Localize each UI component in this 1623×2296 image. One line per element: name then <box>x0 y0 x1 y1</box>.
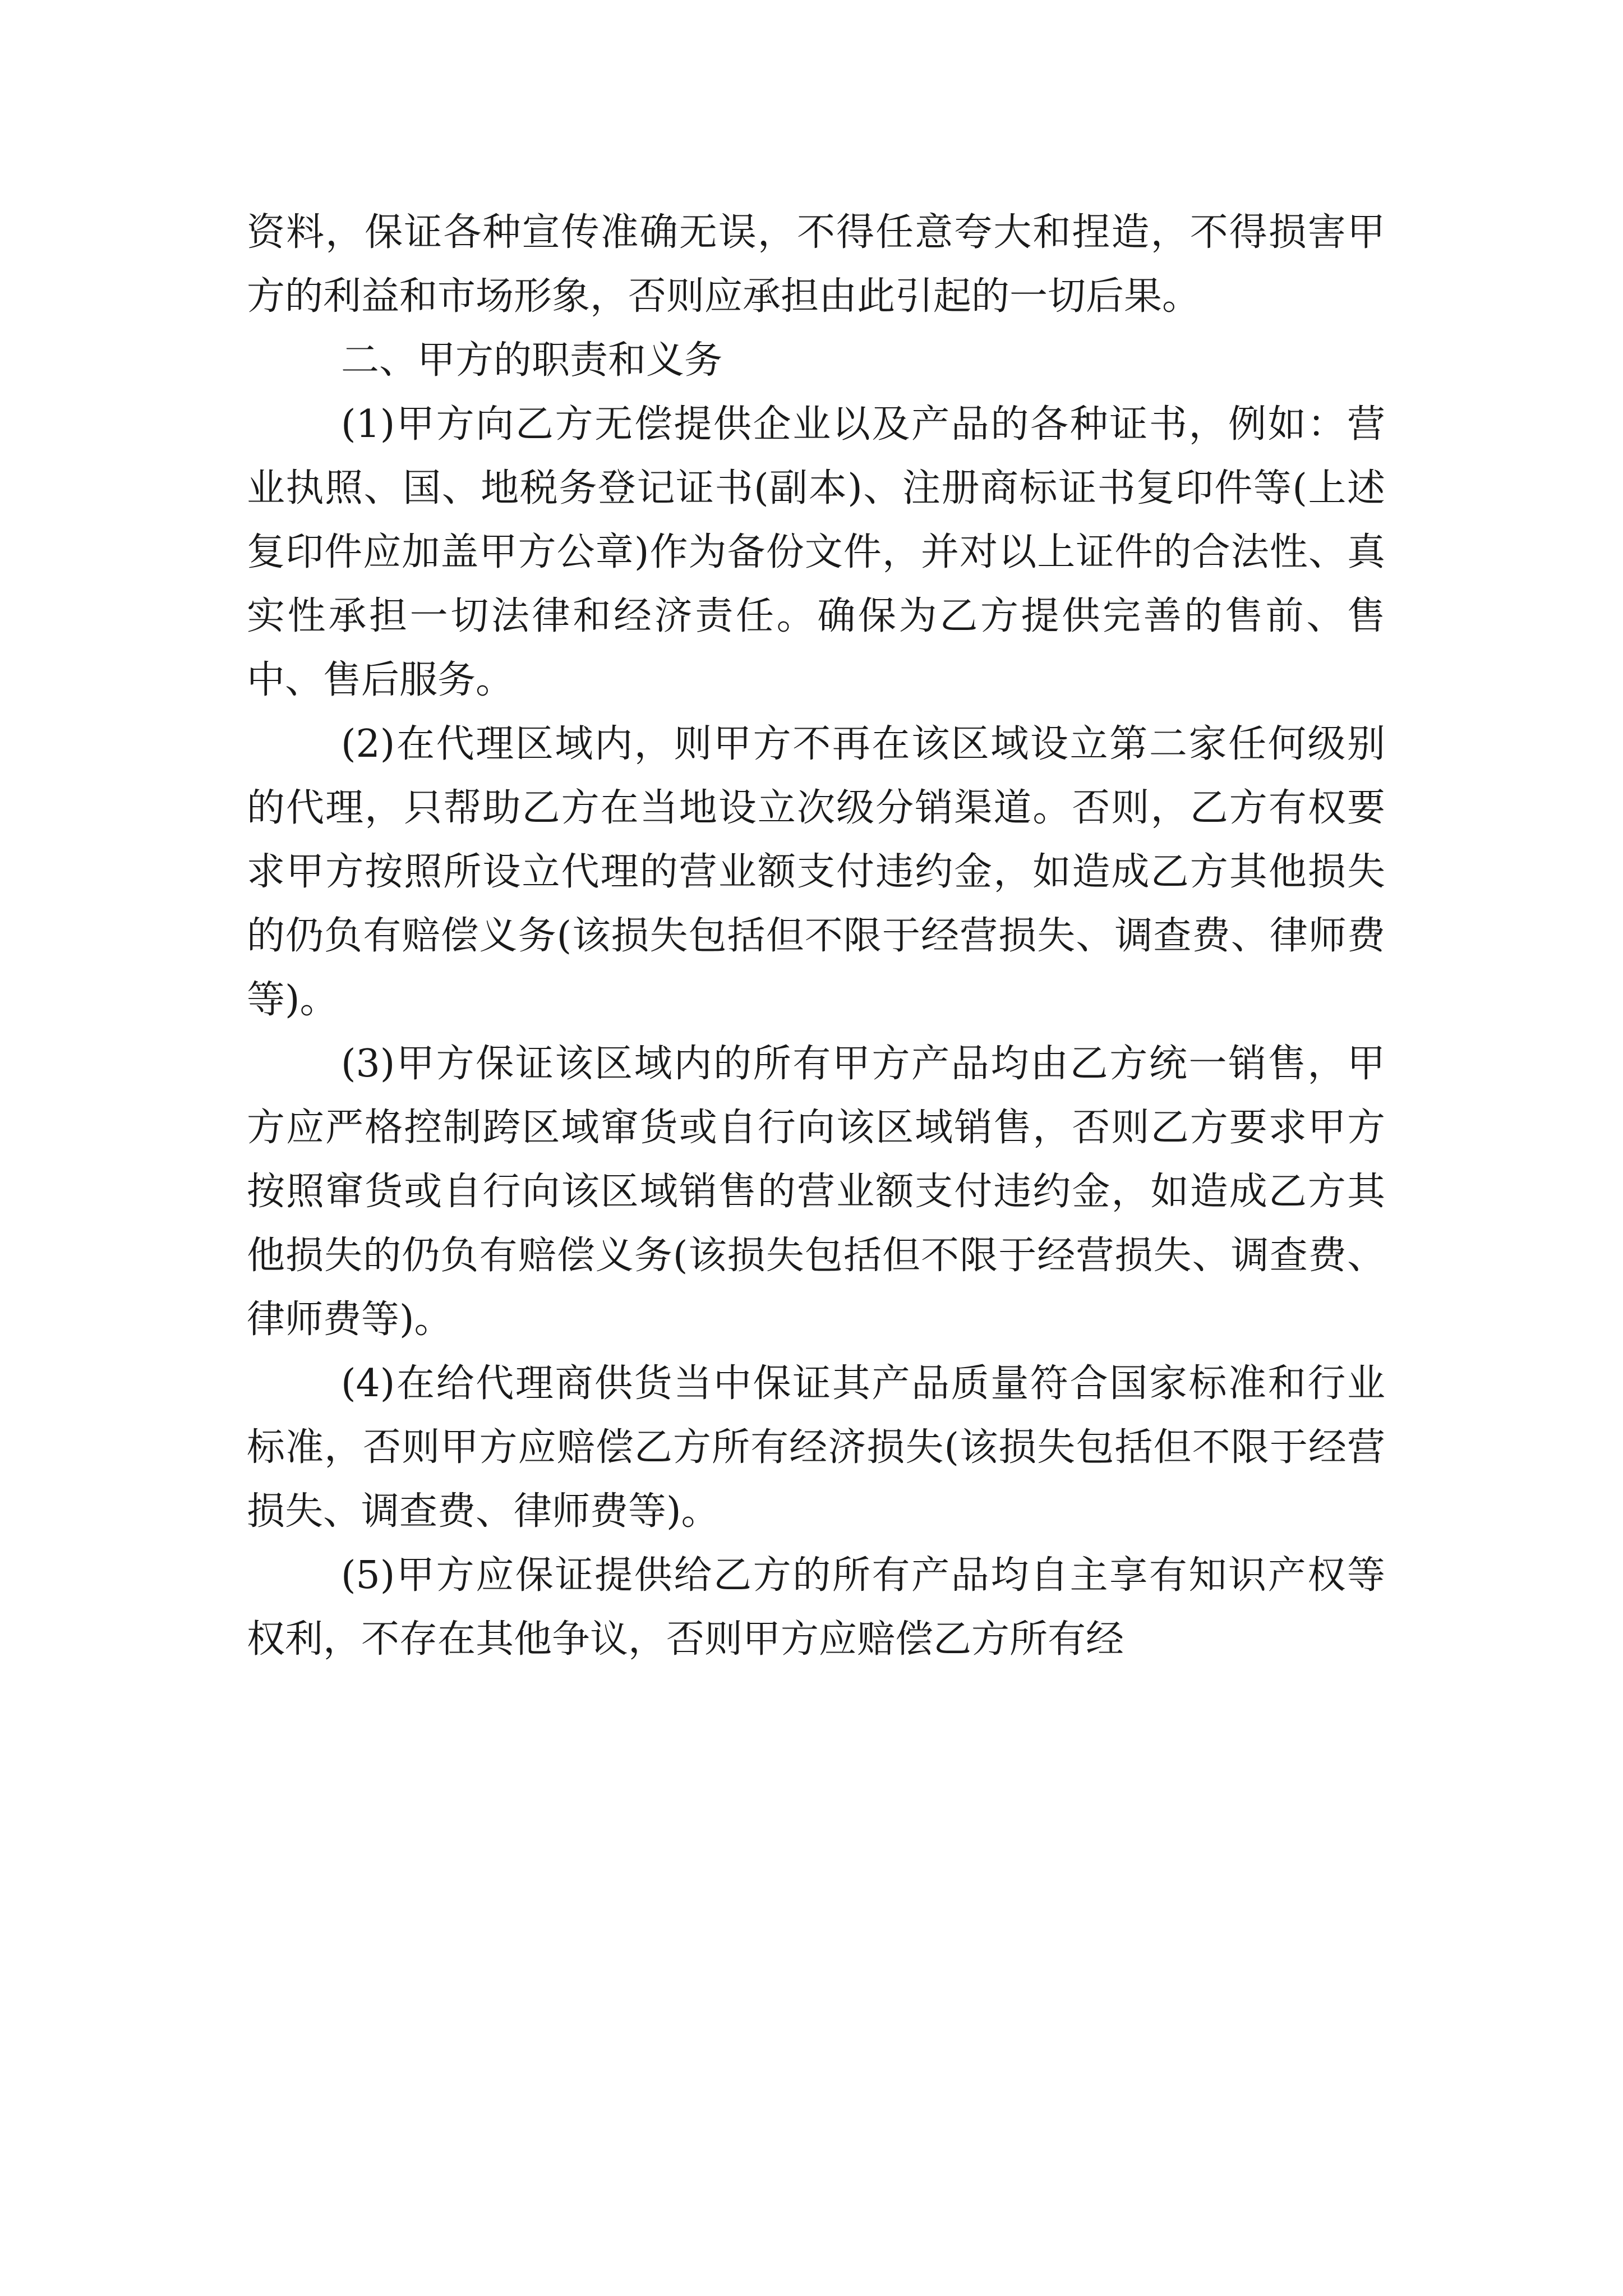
clause-2: (2)在代理区域内，则甲方不再在该区域设立第二家任何级别的代理，只帮助乙方在当地设立次级分销渠道。否则，乙方有权要求甲方按照所设立代理的营业额支付违约金，如造成乙方其他损失的仍负有赔偿义务(该损失包括但不限于经营损失、调查费、律师费等)。 <box>247 722 1385 1022</box>
clause-4: (4)在给代理商供货当中保证其产品质量符合国家标准和行业标准，否则甲方应赔偿乙方所有经济损失(该损失包括但不限于经营损失、调查费、律师费等)。 <box>247 1361 1385 1534</box>
paragraph-continuation: 资料，保证各种宣传准确无误，不得任意夸大和捏造，不得损害甲方的利益和市场形象，否则应承担由此引起的一切后果。 <box>247 210 1385 319</box>
clause-3: (3)甲方保证该区域内的所有甲方产品均由乙方统一销售，甲方应严格控制跨区域窜货或自行向该区域销售，否则乙方要求甲方按照窜货或自行向该区域销售的营业额支付违约金，如造成乙方其他损失的仍负有赔偿义务(该损失包括但不限于经营损失、调查费、律师费等)。 <box>247 1042 1385 1342</box>
clause-1: (1)甲方向乙方无偿提供企业以及产品的各种证书，例如：营业执照、国、地税务登记证书(副本)、注册商标证书复印件等(上述复印件应加盖甲方公章)作为备份文件，并对以上证件的合法性、真实性承担一切法律和经济责任。确保为乙方提供完善的售前、售中、售后服务。 <box>247 402 1385 702</box>
section-heading-party-a-duties: 二、甲方的职责和义务 <box>341 338 723 383</box>
clause-5: (5)甲方应保证提供给乙方的所有产品均自主享有知识产权等权利，不存在其他争议，否则甲方应赔偿乙方所有经 <box>247 1553 1385 1662</box>
document-body <box>247 201 1385 1672</box>
